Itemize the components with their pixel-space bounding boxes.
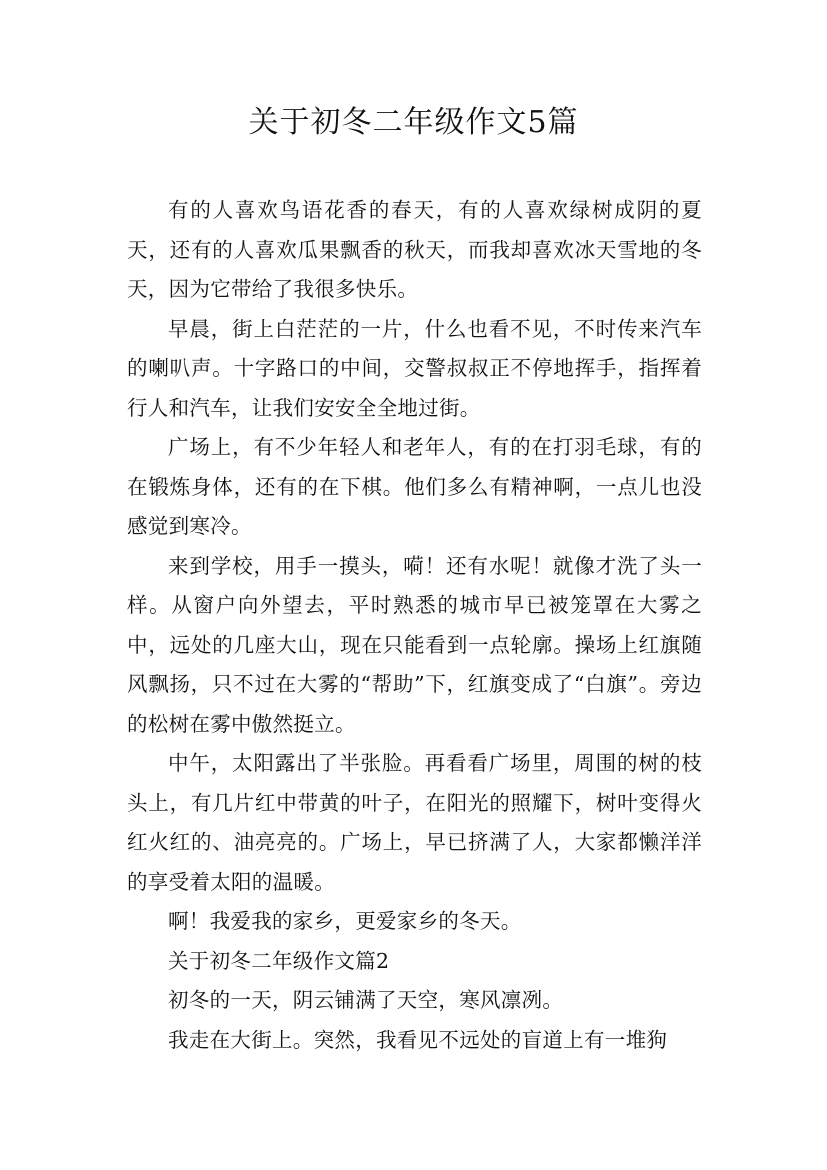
paragraph: 我走在大街上。突然，我看见不远处的盲道上有一堆狗 (168, 1027, 668, 1052)
section-heading: 关于初冬二年级作文篇2 (168, 948, 390, 973)
document-body (127, 191, 702, 1060)
document-title: 关于初冬二年级作文5篇 (248, 105, 579, 140)
paragraph: 早晨，街上白茫茫的一片，什么也看不见，不时传来汽车的喇叭声。十字路口的中间，交警叔叔正不停地挥手，指挥着行人和汽车，让我们安安全全地过街。 (127, 316, 702, 420)
paragraph: 来到学校，用手一摸头，嗬！还有水呢！就像才洗了头一样。从窗户向外望去，平时熟悉的城市早已被笼罩在大雾之中，远处的几座大山，现在只能看到一点轮廓。操场上红旗随风飘扬，只不过在大雾的“帮助”下，红旗变成了“白旗”。旁边的松树在雾中傲然挺立。 (127, 553, 702, 736)
paragraph: 有的人喜欢鸟语花香的春天，有的人喜欢绿树成阴的夏天，还有的人喜欢瓜果飘香的秋天，而我却喜欢冰天雪地的冬天，因为它带给了我很多快乐。 (127, 198, 702, 301)
paragraph: 中午，太阳露出了半张脸。再看看广场里，周围的树的枝头上，有几片红中带黄的叶子，在阳光的照耀下，树叶变得火红火红的、油亮亮的。广场上，早已挤满了人，大家都懒洋洋的享受着太阳的温暖。 (127, 751, 702, 894)
paragraph: 广场上，有不少年轻人和老年人，有的在打羽毛球，有的在锻炼身体，还有的在下棋。他们多么有精神啊，一点儿也没感觉到寒冷。 (127, 435, 702, 538)
paragraph: 啊！我爱我的家乡，更爱家乡的冬天。 (168, 909, 522, 933)
paragraph: 初冬的一天，阴云铺满了天空，寒风凛冽。 (168, 988, 564, 1012)
